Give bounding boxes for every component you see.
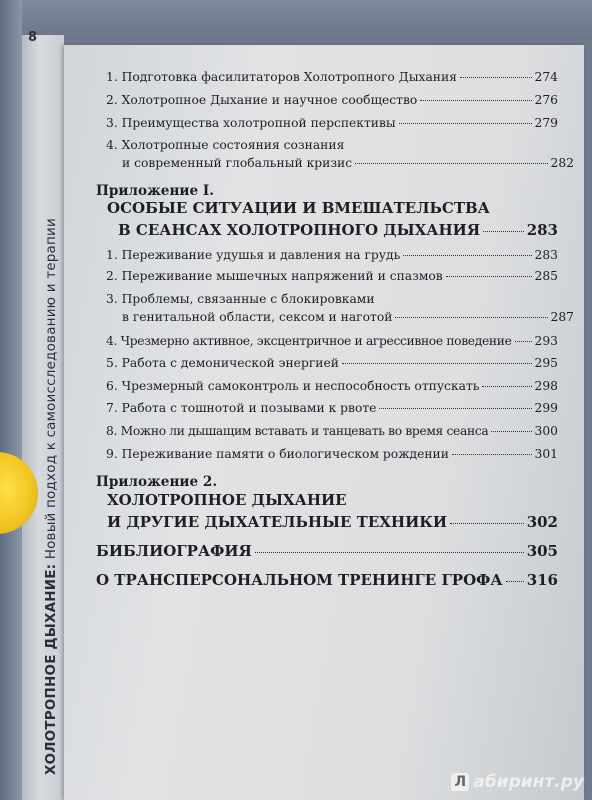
appendix-title: И ДРУГИЕ ДЫХАТЕЛЬНЫЕ ТЕХНИКИ 302 bbox=[107, 513, 558, 531]
toc-entry: 3. Проблемы, связанные с блокировками bbox=[106, 292, 375, 306]
toc-entry: 2. Переживание мышечных напряжений и спазмов 285 bbox=[106, 269, 558, 283]
toc-entry: О ТРАНСПЕРСОНАЛЬНОМ ТРЕНИНГЕ ГРОФА 316 bbox=[96, 571, 558, 589]
toc-entry: 9. Переживание памяти о биологическом рождении 301 bbox=[106, 447, 558, 461]
appendix-title: В СЕАНСАХ ХОЛОТРОПНОГО ДЫХАНИЯ 283 bbox=[118, 221, 558, 239]
toc-entry: 1. Переживание удушья и давления на грудь 283 bbox=[106, 248, 558, 262]
appendix-title: ХОЛОТРОПНОЕ ДЫХАНИЕ bbox=[107, 491, 347, 509]
toc-entry: 5. Работа с демонической энергией 295 bbox=[106, 356, 558, 370]
toc-entry: 4. Холотропные состояния сознания bbox=[106, 138, 345, 152]
toc-entry: 7. Работа с тошнотой и позывами к рвоте 299 bbox=[106, 401, 558, 415]
toc-entry: БИБЛИОГРАФИЯ 305 bbox=[96, 542, 558, 560]
watermark bbox=[451, 772, 584, 792]
spine-title-main: ХОЛОТРОПНОЕ ДЫХАНИЕ: bbox=[43, 563, 59, 775]
labirint-logo-icon: Л bbox=[451, 773, 469, 791]
appendix-title: ОСОБЫЕ СИТУАЦИИ И ВМЕШАТЕЛЬСТВА bbox=[107, 199, 490, 217]
toc-entry: 4. Чрезмерно активное, эксцентричное и агрессивное поведение 293 bbox=[106, 334, 558, 348]
toc-entry: и современный глобальный кризис 282 bbox=[122, 156, 574, 170]
toc-entry: 8. Можно ли дышащим вставать и танцевать во время сеанса 300 bbox=[106, 424, 558, 438]
toc-entry: 2. Холотропное Дыхание и научное сообщество 276 bbox=[106, 93, 558, 107]
page-number: 8 bbox=[28, 30, 38, 45]
toc-entry: 3. Преимущества холотропной перспективы 279 bbox=[106, 116, 558, 130]
toc-entry: 1. Подготовка фасилитаторов Холотропного Дыхания 274 bbox=[106, 70, 558, 84]
appendix-label: Приложение I. bbox=[96, 183, 214, 199]
appendix-label: Приложение 2. bbox=[96, 474, 218, 490]
watermark-text: абиринт.ру bbox=[473, 772, 584, 792]
spine-subtitle: Новый подход к самоисследованию и терапии bbox=[43, 218, 59, 560]
toc-entry: 6. Чрезмерный самоконтроль и неспособность отпускать 298 bbox=[106, 379, 558, 393]
toc-entry: в генитальной области, сексом и наготой 287 bbox=[122, 310, 574, 324]
